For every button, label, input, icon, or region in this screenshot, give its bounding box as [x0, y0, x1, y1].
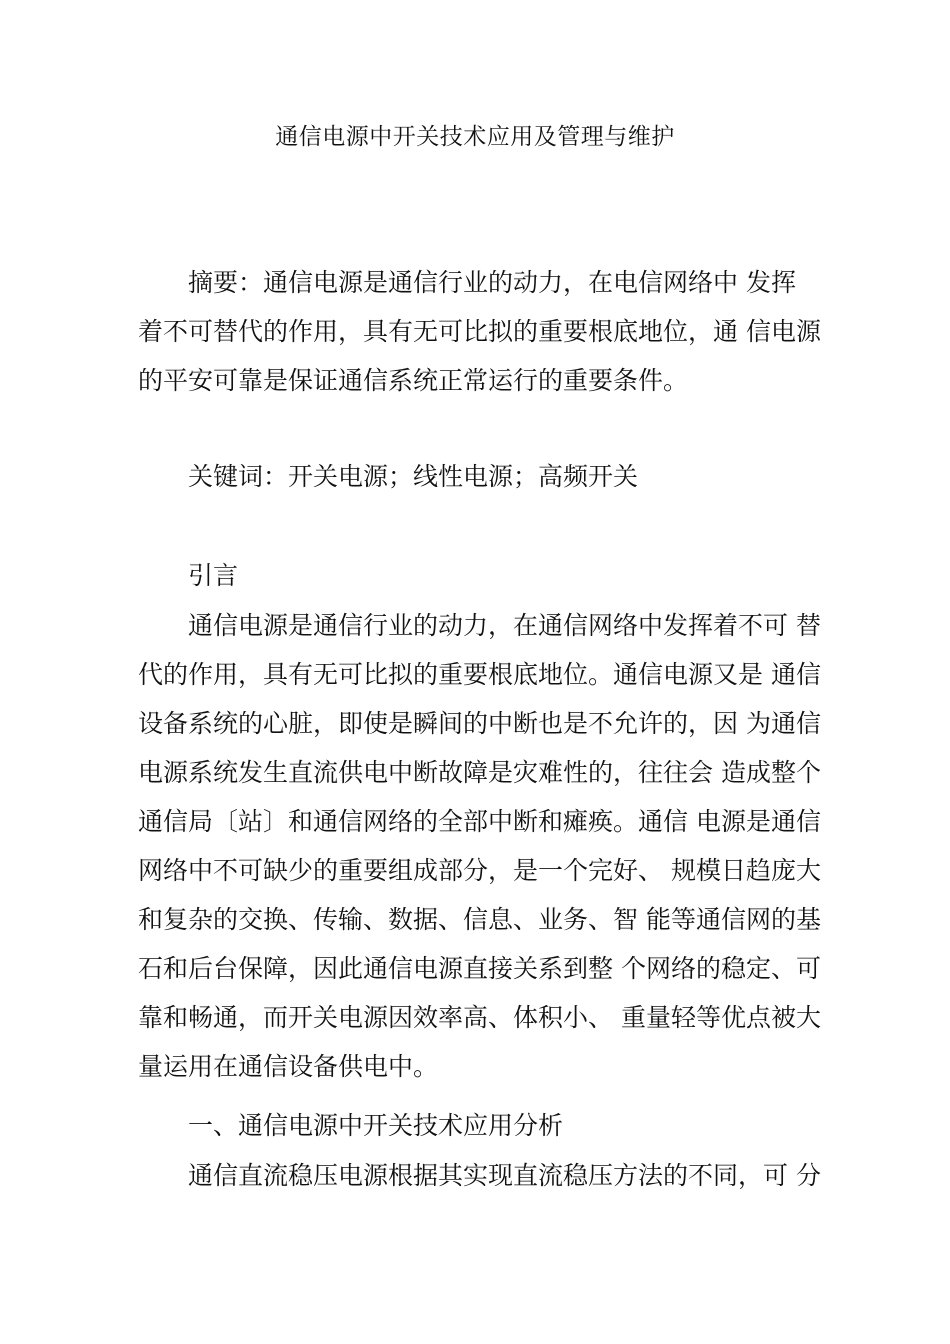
abstract-paragraph	[138, 258, 828, 405]
paragraph-line: 通信电源是通信行业的动力，在通信网络中发挥着不可 替	[138, 611, 821, 640]
paragraph-line: 电源系统发生直流供电中断故障是灾难性的，往往会 造成整个	[138, 758, 821, 787]
section-heading: 一、通信电源中开关技术应用分析	[188, 1111, 564, 1140]
paragraph-line: 通信局〔站〕和通信网络的全部中断和瘫痪。通信 电源是通信	[138, 807, 821, 836]
keywords-line: 关键词：开关电源；线性电源；高频开关	[188, 462, 639, 491]
paragraph-line: 和复杂的交换、传输、数据、信息、业务、智 能等通信网的基	[138, 905, 821, 934]
paragraph-line: 代的作用，具有无可比拟的重要根底地位。通信电源又是 通信	[138, 660, 821, 689]
section-paragraph	[138, 1151, 828, 1200]
paragraph-line: 石和后台保障，因此通信电源直接关系到整 个网络的稳定、可	[138, 954, 821, 983]
intro-paragraph	[138, 601, 828, 1091]
intro-heading: 引言	[188, 561, 239, 590]
document-title: 通信电源中开关技术应用及管理与维护	[275, 124, 675, 150]
paragraph-line: 靠和畅通，而开关电源因效率高、体积小、 重量轻等优点被大	[138, 1003, 821, 1032]
paragraph-line: 通信直流稳压电源根据其实现直流稳压方法的不同，可 分	[138, 1161, 821, 1190]
paragraph-line: 设备系统的心脏，即使是瞬间的中断也是不允许的，因 为通信	[138, 709, 821, 738]
paragraph-line: 网络中不可缺少的重要组成部分，是一个完好、 规模日趋庞大	[138, 856, 821, 885]
paragraph-line: 量运用在通信设备供电中。	[138, 1052, 439, 1081]
abstract-line: 摘要：通信电源是通信行业的动力，在电信网络中 发挥	[138, 268, 796, 297]
abstract-line: 的平安可靠是保证通信系统正常运行的重要条件。	[138, 366, 689, 395]
abstract-line: 着不可替代的作用，具有无可比拟的重要根底地位，通 信电源	[138, 317, 821, 346]
